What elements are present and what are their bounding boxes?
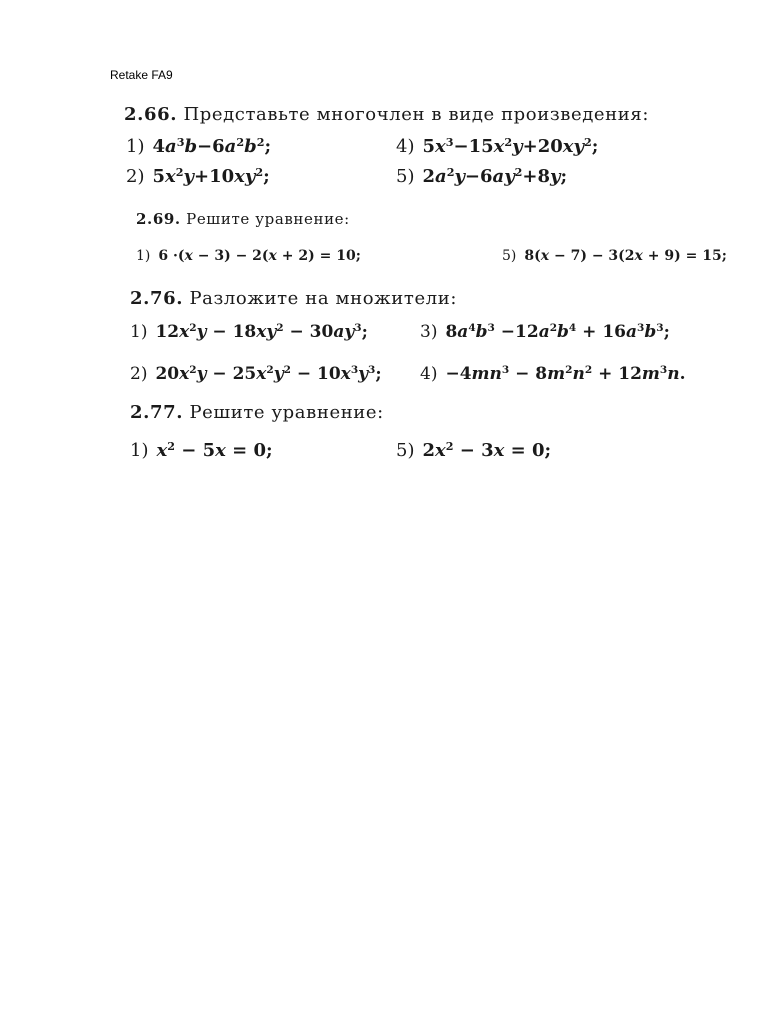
- exercise-heading: [130, 288, 457, 309]
- problem-expression: $5x^2y+10xy^2$;: [152, 165, 270, 187]
- problem-item: [136, 248, 361, 264]
- problem-index: 1): [130, 322, 148, 342]
- problem-index: 2): [126, 166, 145, 187]
- problem-index: 2): [130, 364, 148, 384]
- problem-index: 1): [126, 136, 145, 157]
- exercise-number: 2.69.: [136, 210, 181, 228]
- problem-index: 5): [396, 166, 415, 187]
- exercise-heading: [130, 402, 384, 423]
- exercise-title: Представьте многочлен в виде произведения:: [183, 104, 649, 125]
- problem-item: [126, 166, 270, 187]
- problem-expression: $20x^2y - 25x^2y^2 - 10x^3y^3$;: [155, 364, 382, 384]
- problem-expression: $8a^4b^3 -12a^2b^4 + 16a^3b^3$;: [445, 322, 670, 342]
- problem-expression: $2a^2y-6ay^2+8y$;: [422, 165, 568, 187]
- problem-item: [396, 136, 598, 157]
- problem-expression: $4a^3b-6a^2b^2$;: [152, 135, 272, 157]
- problem-item: [130, 364, 382, 384]
- problem-index: 4): [420, 364, 438, 384]
- exercise-heading: [124, 104, 649, 125]
- exercise-number: 2.66.: [124, 104, 178, 125]
- exercise-title: Решите уравнение:: [186, 210, 350, 228]
- problem-index: 5): [396, 440, 415, 461]
- exercise-number: 2.76.: [130, 288, 184, 309]
- problem-index: 1): [130, 440, 149, 461]
- problem-item: [130, 322, 368, 342]
- problem-item: [126, 136, 271, 157]
- problem-item: [420, 322, 670, 342]
- problem-index: 3): [420, 322, 438, 342]
- problem-item: [502, 248, 727, 264]
- problem-item: [420, 364, 686, 384]
- page-header: Retake FA9: [110, 68, 173, 82]
- problem-expression: $-4mn^3 - 8m^2n^2 + 12m^3n$.: [445, 364, 686, 384]
- exercise-number: 2.77.: [130, 402, 184, 423]
- exercise-title: Разложите на множители:: [189, 288, 458, 309]
- problem-item: [396, 440, 551, 461]
- problem-index: 5): [502, 248, 517, 264]
- problem-index: 4): [396, 136, 415, 157]
- exercise-heading: [136, 210, 350, 228]
- problem-expression: $12x^2y - 18xy^2 - 30ay^3$;: [155, 322, 368, 342]
- problem-item: [130, 440, 273, 461]
- exercise-title: Решите уравнение:: [189, 402, 384, 423]
- problem-expression: $x^2 - 5x = 0$;: [156, 439, 273, 461]
- problem-item: [396, 166, 567, 187]
- problem-expression: $5x^3-15x^2y+20xy^2$;: [422, 135, 599, 157]
- problem-index: 1): [136, 248, 151, 264]
- problem-expression: 8(x − 7) − 3(2x + 9) = 15;: [524, 248, 727, 264]
- problem-expression: 6 ·(x − 3) − 2(x + 2) = 10;: [158, 248, 361, 264]
- problem-expression: $2x^2 - 3x = 0$;: [422, 439, 552, 461]
